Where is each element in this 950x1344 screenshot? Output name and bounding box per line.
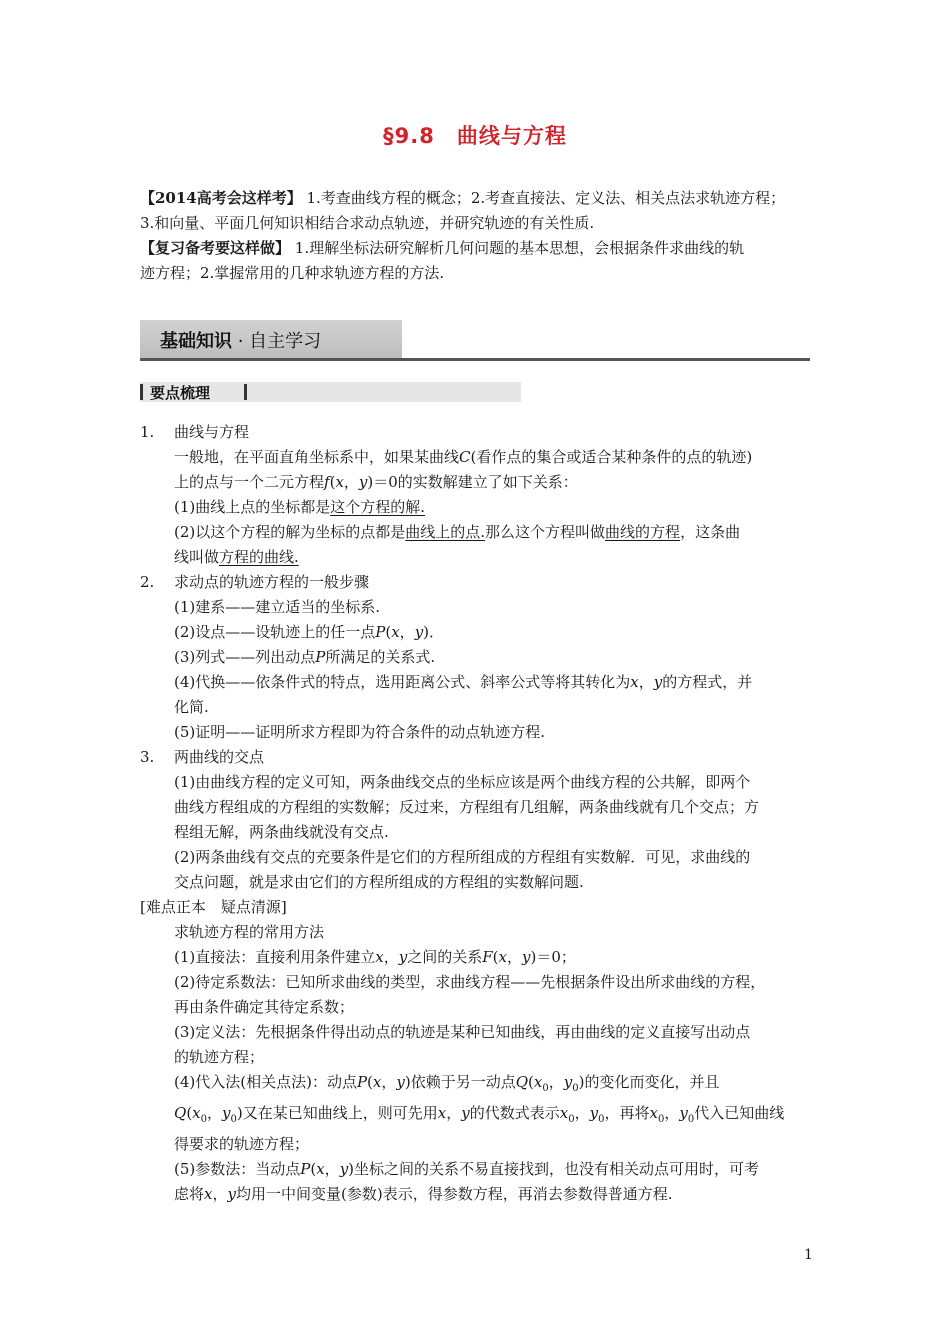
text-line: 化简.: [174, 698, 209, 716]
text-line: 程组无解，两条曲线就没有交点.: [174, 823, 389, 841]
section-heading: [140, 420, 820, 445]
section-number: 1.: [140, 423, 155, 441]
section-title: 两曲线的交点: [174, 748, 265, 766]
exam-tag: 【2014高考会这样考】: [140, 189, 302, 207]
text-line: 虑将x，y均用一中间变量(参数)表示，得参数方程，再消去参数得普通方程.: [174, 1185, 673, 1203]
section-title: 曲线与方程: [174, 423, 250, 441]
underlined-answer: 这个方程的解.: [330, 498, 426, 516]
section-number: 3.: [140, 748, 155, 766]
main-content: [140, 420, 820, 1207]
banner-sub: · 自主学习: [237, 331, 322, 352]
text-line: 一般地，在平面直角坐标系中，如果某曲线C(看作点的集合或适合某种条件的点的轨迹): [174, 448, 753, 466]
review-tag: 【复习备考要这样做】: [140, 239, 291, 257]
text-line: (1)建系——建立适当的坐标系.: [174, 598, 381, 616]
text-line: 交点问题，就是求由它们的方程所组成的方程组的实数解问题.: [174, 873, 584, 891]
banner-text: [160, 327, 321, 353]
text-line: 线叫做方程的曲线.: [174, 548, 299, 566]
underlined-answer: 曲线上的点.: [405, 523, 486, 541]
text-line: $Q(x_0$，$y_0$)又在某已知曲线上，则可先用x，y的代数式表示$x_0$，$y_0$，再将$x_0$，$y_0$代入已知曲线: [174, 1104, 785, 1125]
section-title: 求动点的轨迹方程的一般步骤: [174, 573, 370, 591]
text-line: (2)待定系数法：已知所求曲线的类型，求曲线方程——先根据条件设出所求曲线的方程，: [174, 973, 766, 991]
text-line: (3)定义法：先根据条件得出动点的轨迹是某种已知曲线，再由曲线的定义直接写出动点: [174, 1023, 751, 1041]
text-line: (1)直接法：直接利用条件建立x，y之间的关系F(x，y)＝0；: [174, 948, 576, 966]
text-line: (5)参数法：当动点P(x，y)坐标之间的关系不易直接找到，也没有相关动点可用时，可考: [174, 1160, 760, 1178]
text-line: (4)代换——依条件式的特点，选用距离公式、斜率公式等将其转化为x，y的方程式，并: [174, 673, 753, 691]
subsection-header: [140, 382, 521, 402]
subhead-bar-right: [244, 384, 247, 400]
text-line: 曲线方程组成的方程组的实数解；反过来，方程组有几组解，两条曲线就有几个交点；方: [174, 798, 760, 816]
text-line: 的轨迹方程；: [174, 1048, 265, 1066]
intro-line: [140, 236, 820, 261]
text-line: (2)以这个方程的解为坐标的点都是曲线上的点.那么这个方程叫做曲线的方程，这条曲: [174, 523, 741, 541]
subhead-bar-left: [140, 384, 143, 400]
page-title: §9.8 曲线与方程: [383, 124, 567, 148]
text-line: 得要求的轨迹方程；: [174, 1135, 310, 1153]
text-line: (1)由曲线方程的定义可知，两条曲线交点的坐标应该是两个曲线方程的公共解，即两个: [174, 773, 751, 791]
section-heading: [140, 745, 820, 770]
intro-line: [140, 186, 820, 211]
text-line: (2)两条曲线有交点的充要条件是它们的方程所组成的方程组有实数解．可见，求曲线的: [174, 848, 751, 866]
section-number: 2.: [140, 573, 155, 591]
intro-line: 迹方程；2.掌握常用的几种求轨迹方程的方法.: [140, 264, 445, 282]
text-line: (3)列式——列出动点P所满足的关系式.: [174, 648, 436, 666]
text-line: (5)证明——证明所求方程即为符合条件的动点轨迹方程.: [174, 723, 546, 741]
text-line: (1)曲线上点的坐标都是这个方程的解.: [174, 498, 426, 516]
text-line: (2)设点——设轨迹上的任一点P(x，y)．: [174, 623, 445, 641]
banner-main: 基础知识: [160, 331, 232, 352]
section-heading: [140, 570, 820, 595]
section-banner: [140, 320, 810, 361]
underlined-answer: 方程的曲线.: [219, 548, 299, 566]
intro-line: 3.和向量、平面几何知识相结合求动点轨迹，并研究轨迹的有关性质.: [140, 214, 595, 232]
note-heading: [难点正本 疑点清源]: [140, 898, 287, 916]
intro-text: 1.理解坐标法研究解析几何问题的基本思想，会根据条件求曲线的轨: [290, 239, 745, 257]
intro-block: [140, 186, 820, 286]
intro-text: 1.考查曲线方程的概念；2.考查直接法、定义法、相关点法求轨迹方程；: [301, 189, 786, 207]
underlined-answer: 曲线的方程: [605, 523, 681, 541]
note-title: 求轨迹方程的常用方法: [174, 923, 325, 941]
subhead-label: 要点梳理: [150, 384, 211, 402]
text-line: 上的点与一个二元方程f(x，y)＝0的实数解建立了如下关系：: [174, 473, 578, 491]
text-line: (4)代入法(相关点法)：动点P(x，y)依赖于另一动点$Q(x_0$，$y_0$)的变化而变化，并且: [174, 1073, 720, 1094]
text-line: 再由条件确定其待定系数；: [174, 998, 355, 1016]
page-number: 1: [804, 1247, 813, 1263]
